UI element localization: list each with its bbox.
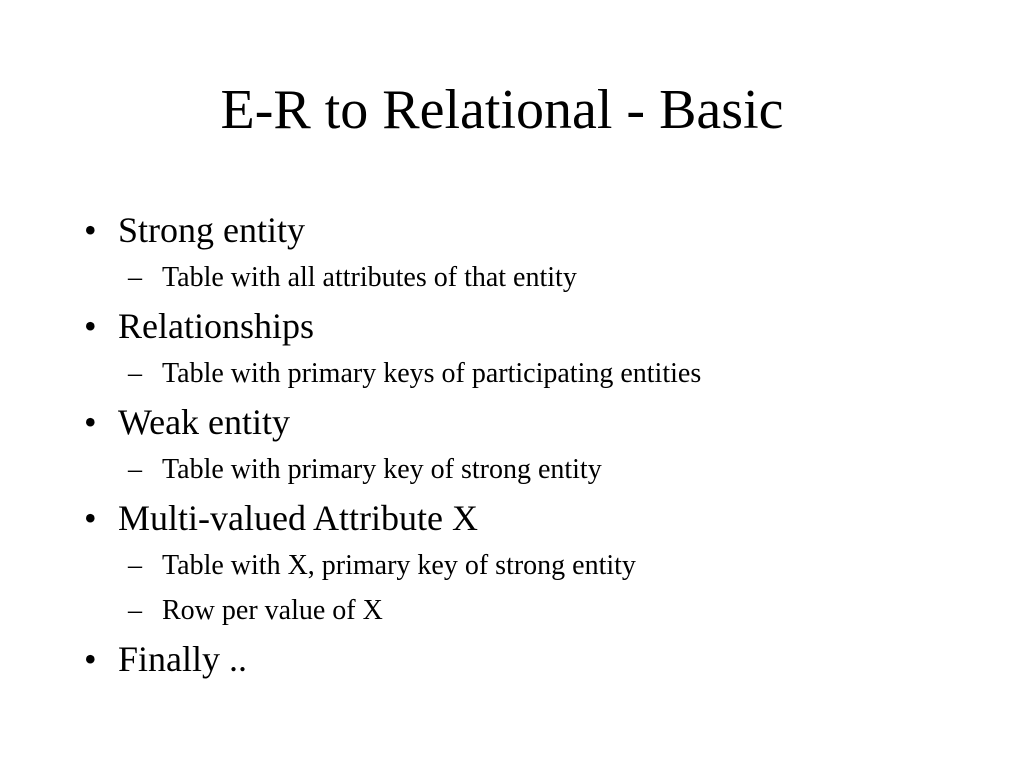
bullet-item <box>84 400 984 444</box>
sub-bullet-text: Row per value of X <box>162 595 383 626</box>
sub-bullet-item <box>128 261 984 295</box>
bullet-marker: • <box>84 498 97 538</box>
sub-bullet-item <box>128 594 984 628</box>
bullet-marker: • <box>84 210 97 250</box>
bullet-marker: • <box>84 639 97 679</box>
sub-bullet-marker: – <box>128 595 142 626</box>
sub-bullet-marker: – <box>128 550 142 581</box>
slide-title: E-R to Relational - Basic <box>220 79 784 141</box>
sub-bullet-text: Table with all attributes of that entity <box>162 262 577 293</box>
bullet-text: Weak entity <box>118 402 291 442</box>
sub-bullet-text: Table with primary keys of participating entities <box>162 358 702 389</box>
bullet-text: Finally .. <box>118 639 248 679</box>
sub-bullet-item <box>128 453 984 487</box>
bullet-text: Multi-valued Attribute X <box>118 498 478 538</box>
bullet-list <box>84 208 984 681</box>
sub-bullet-item <box>128 549 984 583</box>
sub-bullet-text: Table with primary key of strong entity <box>162 454 602 485</box>
bullet-item <box>84 208 984 252</box>
bullet-text: Relationships <box>118 306 314 346</box>
bullet-item <box>84 304 984 348</box>
sub-bullet-marker: – <box>128 358 142 389</box>
bullet-text: Strong entity <box>118 210 305 250</box>
bullet-marker: • <box>84 402 97 442</box>
bullet-marker: • <box>84 306 97 346</box>
bullet-item <box>84 496 984 540</box>
bullet-item <box>84 637 984 681</box>
sub-bullet-marker: – <box>128 262 142 293</box>
sub-bullet-marker: – <box>128 454 142 485</box>
sub-bullet-text: Table with X, primary key of strong entity <box>162 550 636 581</box>
sub-bullet-item <box>128 357 984 391</box>
